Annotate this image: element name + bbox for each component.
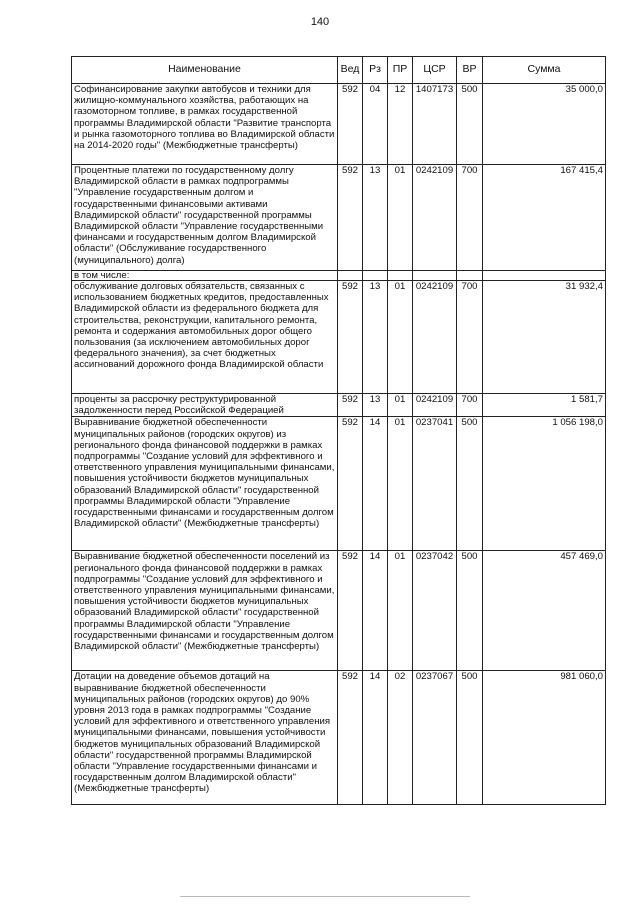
header-name: Наименование bbox=[72, 57, 338, 84]
row-csr: 0242109 bbox=[413, 281, 457, 394]
row-ved: 592 bbox=[338, 165, 363, 271]
row-sum: 167 415,4 bbox=[483, 165, 606, 271]
header-ved: Вед bbox=[338, 57, 363, 84]
row-ved: 592 bbox=[338, 417, 363, 551]
row-sum: 981 060,0 bbox=[483, 671, 606, 805]
row-vr: 500 bbox=[457, 551, 483, 671]
row-ved: 592 bbox=[338, 281, 363, 394]
row-pr: 01 bbox=[388, 165, 413, 271]
row-rz: 04 bbox=[363, 84, 388, 165]
table-row bbox=[72, 551, 606, 671]
row-pr: 01 bbox=[388, 551, 413, 671]
row-vr: 500 bbox=[457, 417, 483, 551]
row-vr: 500 bbox=[457, 671, 483, 805]
row-name: Выравнивание бюджетной обеспеченности поселений из регионального фонда финансовой поддержки в рамках подпрограммы "Создание условий для эффективного и ответственного управления муниципальными финансами, повышения устойчивости бюджетов муниципальных образований Владимирской области" государственной программы Владимирской области "Управление государственными финансами и государственным долгом Владимирской области" (Межбюджетные трансферты) bbox=[72, 551, 338, 671]
row-rz: 14 bbox=[363, 417, 388, 551]
table-row bbox=[72, 165, 606, 271]
row-rz: 14 bbox=[363, 551, 388, 671]
row-ved: 592 bbox=[338, 394, 363, 417]
row-pr: 02 bbox=[388, 671, 413, 805]
row-name: Дотации на доведение объемов дотаций на выравнивание бюджетной обеспеченности муниципальных районов (городских округов) до 90% уровня 2013 года в рамках подпрограммы "Создание условий для эффективного и ответственного управления муниципальными финансами, повышения устойчивости бюджетов муниципальных образований Владимирской области" государственной программы Владимирской области "Управление государственными финансами и государственным долгом Владимирской области" (Межбюджетные трансферты) bbox=[72, 671, 338, 805]
header-rz: Рз bbox=[363, 57, 388, 84]
row-pr: 12 bbox=[388, 84, 413, 165]
page-number: 140 bbox=[310, 16, 330, 28]
row-rz: 14 bbox=[363, 671, 388, 805]
header-vr: ВР bbox=[457, 57, 483, 84]
scan-edge-line bbox=[180, 896, 470, 897]
header-csr: ЦСР bbox=[413, 57, 457, 84]
row-ved bbox=[338, 271, 363, 281]
row-sum: 31 932,4 bbox=[483, 281, 606, 394]
row-ved: 592 bbox=[338, 551, 363, 671]
row-sum: 1 581,7 bbox=[483, 394, 606, 417]
row-csr bbox=[413, 271, 457, 281]
row-csr: 0237067 bbox=[413, 671, 457, 805]
table-row bbox=[72, 84, 606, 165]
table-row bbox=[72, 417, 606, 551]
row-vr: 700 bbox=[457, 281, 483, 394]
header-sum: Сумма bbox=[483, 57, 606, 84]
table-row bbox=[72, 271, 606, 281]
row-rz: 13 bbox=[363, 394, 388, 417]
row-csr: 0237041 bbox=[413, 417, 457, 551]
row-csr: 0237042 bbox=[413, 551, 457, 671]
row-name: Софинансирование закупки автобусов и техники для жилищно-коммунального хозяйства, работающих на газомоторном топливе, в рамках государственной программы Владимирской области "Развитие транспорта и рынка газомоторного топлива во Владимирской области на 2014-2020 годы" (Межбюджетные трансферты) bbox=[72, 84, 338, 165]
table-row bbox=[72, 281, 606, 394]
row-name: Процентные платежи по государственному долгу Владимирской области в рамках подпрограммы "Управление государственным долгом и государственными финансовыми активами Владимирской области" государственной программы Владимирской области "Управление государственными финансами и государственным долгом Владимирской области" (Обслуживание государственного (муниципального) долга) bbox=[72, 165, 338, 271]
row-vr bbox=[457, 271, 483, 281]
header-pr: ПР bbox=[388, 57, 413, 84]
row-csr: 1407173 bbox=[413, 84, 457, 165]
row-rz: 13 bbox=[363, 165, 388, 271]
table-row bbox=[72, 394, 606, 417]
row-name: обслуживание долговых обязательств, связанных с использованием бюджетных кредитов, предоставленных Владимирской области из федерального бюджета для строительства, реконструкции, капитального ремонта, ремонта и содержания автомобильных дорог общего пользования (за исключением автомобильных дорог федерального значения), за счет бюджетных ассигнований дорожного фонда Владимирской области bbox=[72, 281, 338, 394]
row-name: Выравнивание бюджетной обеспеченности муниципальных районов (городских округов) из регионального фонда финансовой поддержки в рамках подпрограммы "Создание условий для эффективного и ответственного управления муниципальными финансами, повышения устойчивости бюджетов муниципальных образований Владимирской области" государственной программы Владимирской области "Управление государственными финансами и государственным долгом Владимирской области" (Межбюджетные трансферты) bbox=[72, 417, 338, 551]
row-name: в том числе: bbox=[72, 271, 338, 281]
row-ved: 592 bbox=[338, 84, 363, 165]
row-ved: 592 bbox=[338, 671, 363, 805]
row-sum bbox=[483, 271, 606, 281]
row-pr: 01 bbox=[388, 281, 413, 394]
row-rz bbox=[363, 271, 388, 281]
row-csr: 0242109 bbox=[413, 165, 457, 271]
row-vr: 700 bbox=[457, 165, 483, 271]
row-rz: 13 bbox=[363, 281, 388, 394]
row-pr: 01 bbox=[388, 417, 413, 551]
budget-table bbox=[71, 56, 606, 805]
row-pr: 01 bbox=[388, 394, 413, 417]
row-pr bbox=[388, 271, 413, 281]
row-sum: 35 000,0 bbox=[483, 84, 606, 165]
row-vr: 500 bbox=[457, 84, 483, 165]
table-row bbox=[72, 671, 606, 805]
row-name: проценты за рассрочку реструктурированной задолженности перед Российской Федерацией bbox=[72, 394, 338, 417]
row-sum: 457 469,0 bbox=[483, 551, 606, 671]
header-row bbox=[72, 57, 606, 84]
row-sum: 1 056 198,0 bbox=[483, 417, 606, 551]
row-csr: 0242109 bbox=[413, 394, 457, 417]
row-vr: 700 bbox=[457, 394, 483, 417]
